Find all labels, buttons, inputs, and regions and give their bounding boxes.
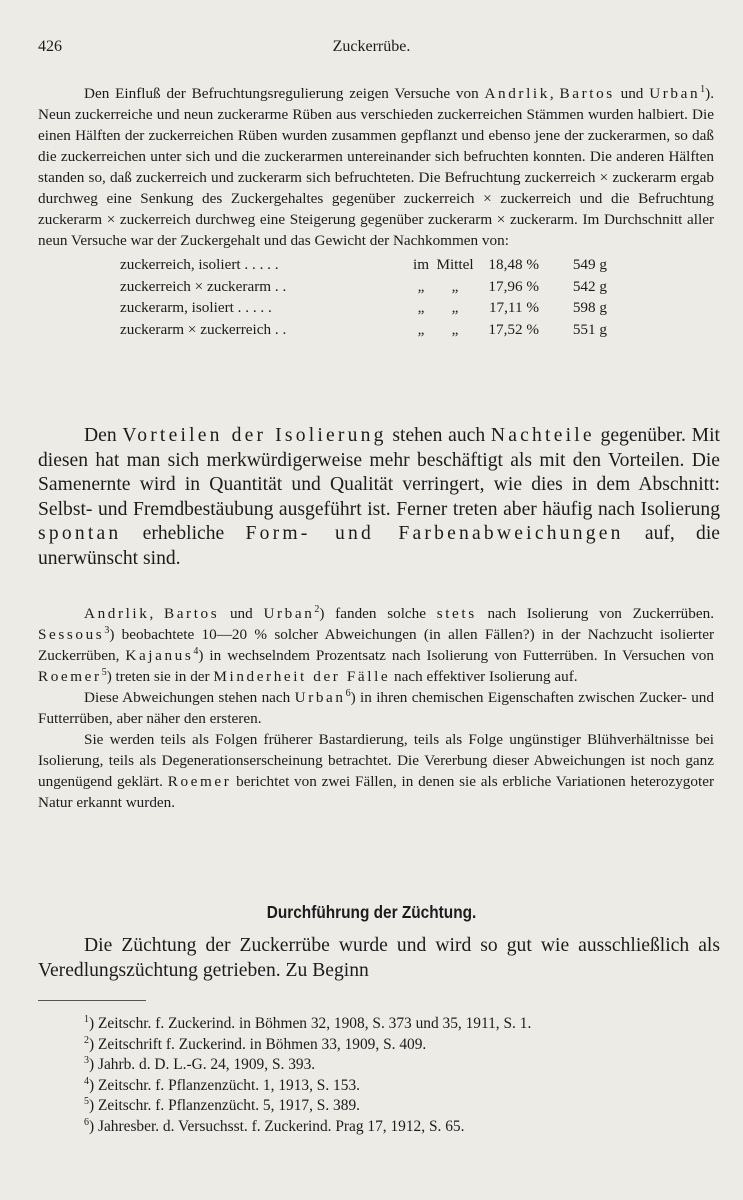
author-name: Kajanus	[125, 647, 194, 664]
table-row	[120, 297, 607, 319]
table-cell-percent: 17,52 %	[488, 320, 539, 338]
footnote: $^1$) Zeitschr. f. Zuckerind. in Böhmen 32, 1908, S. 373 und 35, 1911, S. 1.	[84, 1014, 532, 1032]
footnote-number: 5	[84, 1096, 89, 1108]
footnote-number: 2	[84, 1034, 89, 1046]
section-intro-block	[38, 934, 720, 983]
spaced-emphasis: Minderheit der Fälle	[213, 668, 391, 685]
spaced-emphasis: spontan	[38, 523, 122, 545]
section-heading: Durchführung der Züchtung.	[266, 902, 477, 922]
lower-small-text-block	[38, 603, 714, 813]
footnotes	[84, 1014, 724, 1138]
author-name: Roemer	[167, 773, 232, 790]
footnote-number: 1	[84, 1014, 89, 1025]
table-cell-percent: 17,11 %	[488, 299, 539, 316]
author-name: Andrlik	[84, 605, 150, 622]
paragraph-veredlungszuechtung: Die Züchtung der Zuckerrübe wurde und wird so gut wie ausschließlich als Veredlungszüchtung getrieben. Zu Beginn	[38, 935, 720, 981]
table-row	[120, 319, 607, 341]
footnote-divider	[38, 1000, 146, 1001]
footnote-ref: 4	[193, 646, 199, 657]
page-number: 426	[38, 38, 62, 55]
table-cell-weight: 551 g	[572, 320, 607, 338]
spaced-emphasis: Vorteilen der Isolierung	[122, 425, 387, 446]
table-cell-weight: 598 g	[572, 299, 607, 316]
paragraph-chemische-eigenschaften: Diese Abweichungen stehen nach Urban$^6$) in ihren chemischen Eigenschaften zwischen Zucker- und Futterrüben, aber näher den ersteren.	[38, 688, 714, 727]
footnote-number: 3	[84, 1055, 89, 1067]
author-name: Urban	[649, 85, 701, 102]
paragraph-befruchtung: Den Einfluß der Befruchtungsregulierung zeigen Versuche von Andrlik, Bartos und Urban$^1$). Neun zuckerreiche und neun zuckerarme Rüben aus verschieden zuckerreichen Stämmen wurden halbiert. Die einen Hälften der zuckerreichen Rüben wurden zusammen gepflanzt und ebenso jene der zuckerarmen, so daß die zuckerreichen unter sich und die zuckerarmen untereinander sich befruchten konnten. Die anderen Hälften standen so, daß zuckerreich und zuckerarm sich befruchteten. Die Befruchtung zuckerreich × zuckerarm ergab durchweg eine Senkung des Zuckergehaltes gegenüber zuckerreich × zuckerreich und die Befruchtung zuckerarm × zuckerreich durchweg eine Steigerung gegenüber zuckerarm × zuckerarm. Im Durchschnitt aller neun Versuche war der Zuckergehalt und das Gewicht der Nachkommen von:	[38, 84, 715, 249]
table-cell-percent: 18,48 %	[488, 256, 539, 273]
table-cell: „	[417, 299, 425, 316]
page-header	[38, 38, 705, 60]
table-cell-weight: 542 g	[572, 277, 607, 295]
table-cell: Mittel	[436, 256, 474, 273]
table-cell: „	[451, 320, 459, 338]
footnote-ref: 3	[104, 625, 110, 636]
footnote: $^2$) Zeitschrift f. Zuckerind. in Böhmen 33, 1909, S. 409.	[84, 1034, 427, 1053]
footnote: $^6$) Jahresber. d. Versuchsst. f. Zuckerind. Prag 17, 1912, S. 65.	[84, 1116, 465, 1135]
paragraph-abweichungen: Andrlik, Bartos und Urban$^2$) fanden solche stets nach Isolierung von Zuckerrüben. Sessous$^3$) beobachtete 10—20 % solcher Abweichungen (in allen Fällen?) in der Nachzucht isolierter Zuckerrüben, Kajanus$^4$) in wechselndem Prozentsatz nach Isolierung von Futterrüben. In Versuchen von Roemer$^5$) treten sie in der Minderheit der Fälle nach effektiver Isolierung auf.	[38, 604, 714, 685]
table-cell: „	[417, 277, 425, 295]
author-name: Bartos	[163, 605, 220, 622]
footnote: $^4$) Zeitschr. f. Pflanzenzücht. 1, 1913, S. 153.	[84, 1075, 360, 1094]
table-cell-label: zuckerreich × zuckerarm . .	[120, 277, 287, 295]
upper-small-text-block	[38, 83, 714, 342]
results-table	[120, 254, 607, 340]
footnote-ref: 6	[345, 688, 351, 699]
table-cell-percent: 17,96 %	[488, 277, 539, 295]
footnote-ref: 1	[700, 84, 706, 95]
spaced-emphasis: Nachteile	[490, 425, 595, 446]
author-name: Bartos	[559, 85, 615, 102]
large-text-block-isolation	[38, 424, 720, 572]
table-row	[120, 276, 607, 298]
footnote-number: 4	[84, 1075, 89, 1087]
spaced-emphasis: stets	[436, 605, 477, 622]
author-name: Urban	[294, 689, 346, 706]
paragraph-vererbung: Sie werden teils als Folgen früherer Bastardierung, teils als Folge ungünstiger Blühverhältnisse bei Isolierung, teils als Degenerationserscheinung betrachtet. Die Vererbung dieser Abweichungen ist noch ganz ungenügend geklärt. Roemer berichtet von zwei Fällen, in denen sie als erbliche Variationen heterozygoter Natur erkannt wurden.	[38, 731, 714, 811]
footnote: $^3$) Jahrb. d. D. L.-G. 24, 1909, S. 393.	[84, 1055, 316, 1074]
table-cell-label: zuckerarm × zuckerreich . .	[120, 320, 287, 338]
table-cell: „	[417, 320, 425, 338]
table-cell-label: zuckerreich, isoliert . . . . .	[120, 256, 279, 273]
footnote: $^5$) Zeitschr. f. Pflanzenzücht. 5, 1917, S. 389.	[84, 1096, 360, 1115]
author-name: Roemer	[38, 668, 102, 685]
running-title: Zuckerrübe.	[332, 38, 411, 55]
author-name: Sessous	[38, 626, 105, 643]
footnote-number: 6	[84, 1116, 89, 1128]
table-row	[120, 254, 607, 276]
paragraph-nachteile: Den Vorteilen der Isolierung stehen auch Nachteile gegenüber. Mit diesen hat man sich merkwürdigerweise mehr beschäftigt als mit den Vorteilen. Die Samenernte wird in Quantität und Qualität verringert, wie dies in dem Abschnitt: Selbst- und Fremdbestäubung ausgeführt ist. Ferner treten aber häufig nach Isolierung spontan erhebliche Form- und Farbenabweichungen auf, die unerwünscht sind.	[38, 425, 720, 569]
table-cell: im	[412, 256, 430, 273]
table-cell: „	[451, 277, 459, 295]
spaced-emphasis: Form- und Farbenabweichungen	[245, 523, 624, 545]
author-name: Andrlik	[484, 85, 550, 102]
table-cell: „	[451, 299, 459, 316]
author-name: Urban	[263, 605, 315, 622]
table-cell-label: zuckerarm, isoliert . . . . .	[120, 299, 272, 316]
footnote-ref: 2	[314, 604, 320, 615]
footnote-ref: 5	[101, 667, 107, 678]
table-cell-weight: 549 g	[572, 256, 607, 273]
